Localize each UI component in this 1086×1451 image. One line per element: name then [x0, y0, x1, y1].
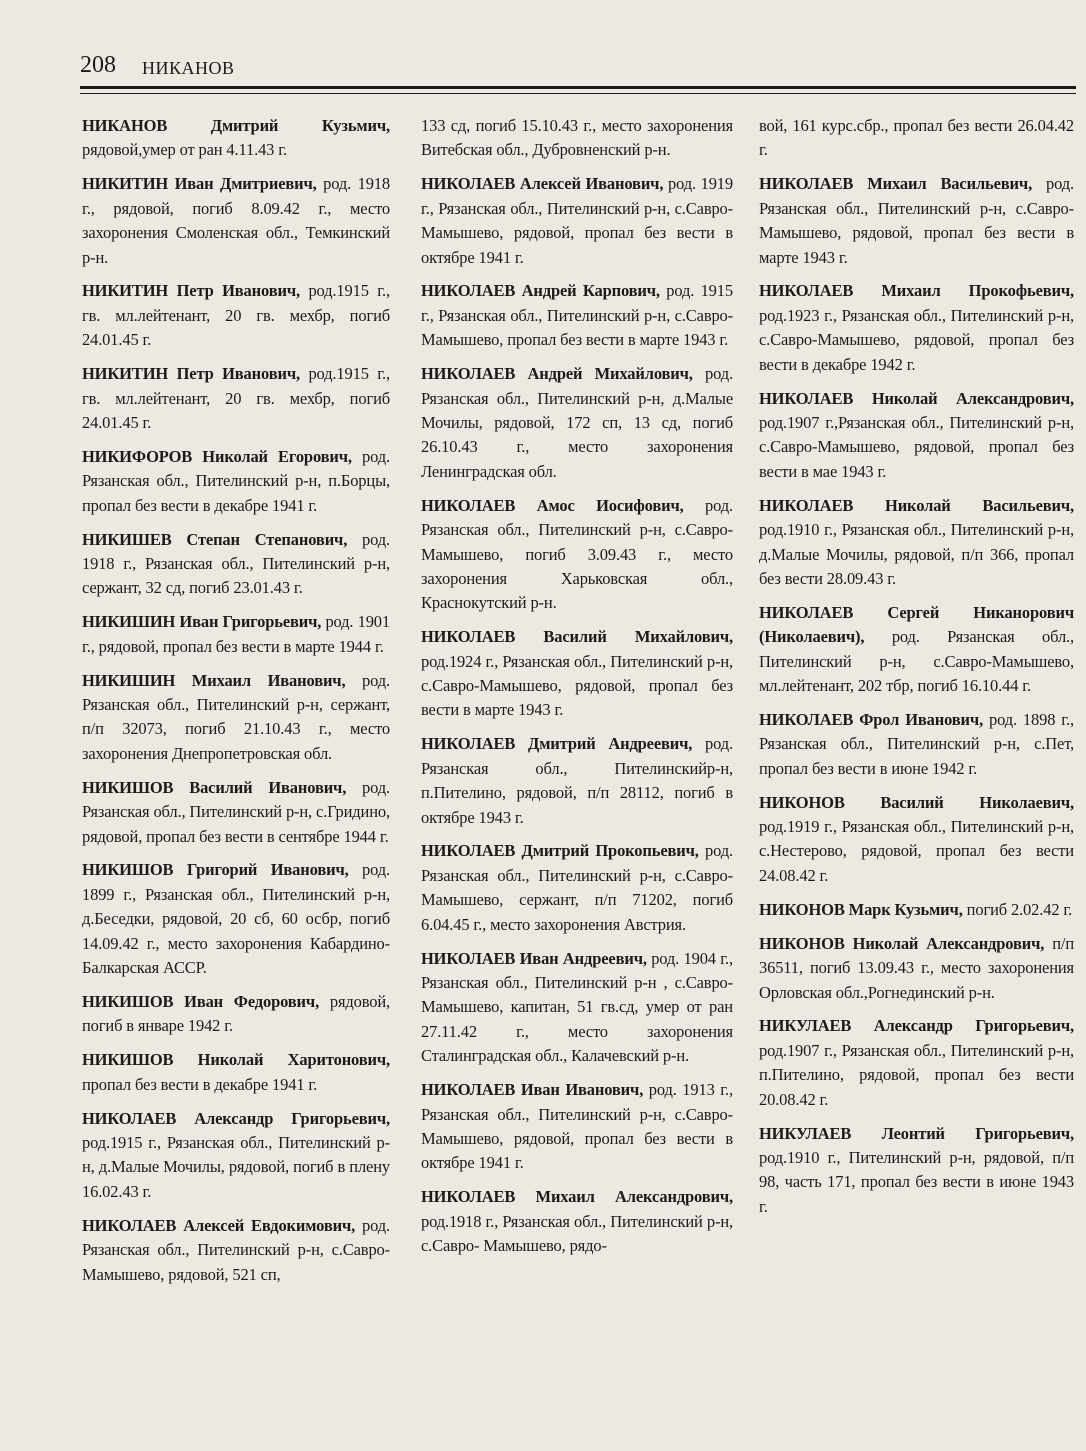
- list-item: [759, 1122, 1074, 1220]
- list-item: [759, 279, 1074, 377]
- column-1: [82, 114, 390, 1296]
- list-item: [82, 776, 390, 849]
- entry-name: НИКОЛАЕВ Андрей Михайлович,: [421, 364, 693, 384]
- column-3: [759, 114, 1074, 1229]
- entry-name: НИКОЛАЕВ Михаил Васильевич,: [759, 174, 1033, 194]
- entry-name: НИКОЛАЕВ Николай Александрович,: [759, 388, 1074, 408]
- entry-text: род.1907 г.,Рязанская обл., Пителинский р-н, с.Савро-Мамышево, рядовой, пропал без вести в мае 1943 г.: [759, 412, 1074, 481]
- entry-name: НИКОЛАЕВ Николай Васильевич,: [759, 495, 1074, 515]
- list-item: [759, 791, 1074, 889]
- entry-text: вой, 161 курс.сбр., пропал без вести 26.04.42 г.: [759, 116, 1074, 160]
- entry-text: род. Рязанская обл., Пителинский р-н, сержант, п/п 32073, погиб 21.10.43 г., место захоронения Днепропетровская обл.: [82, 670, 390, 763]
- list-item: [82, 669, 390, 767]
- list-item: [421, 114, 733, 163]
- entry-text: род. Рязанская обл., Пителинский р-н, с.Савро-Мамышево, погиб 3.09.43 г., место захоронения Харьковская обл., Краснокутский р-н.: [421, 495, 733, 613]
- entry-text: род. Рязанская обл., Пителинский р-н, д.Малые Мочилы, рядовой, 172 сп, 13 сд, погиб 26.10.43 г., место захоронения Ленинградская обл.: [421, 364, 733, 481]
- header-rule-thick: [80, 86, 1076, 89]
- entry-text: род.1918 г., Рязанская обл., Пителинский р-н, с.Савро- Мамышево, рядо-: [421, 1211, 733, 1256]
- entry-text: род. 1898 г., Рязанская обл., Пителинский р-н, с.Пет, пропал без вести в июне 1942 г.: [759, 709, 1074, 778]
- entry-name: НИКИШЕВ Степан Степанович,: [82, 529, 348, 549]
- entry-text: погиб 2.02.42 г.: [966, 899, 1073, 919]
- entry-text: род.1923 г., Рязанская обл., Пителинский р-н, с.Савро-Мамышево, рядовой, пропал без вести в декабре 1942 г.: [759, 305, 1074, 374]
- entry-text: род. Рязанская обл., Пителинский р-н, с.Савро-Мамышево, мл.лейтенант, 202 тбр, погиб 16.10.44 г.: [759, 627, 1075, 696]
- entry-text: род. 1901 г., рядовой, пропал без вести в марте 1944 г.: [82, 612, 390, 656]
- list-item: [82, 610, 390, 659]
- page-number: 208: [80, 52, 116, 78]
- entry-name: НИКОНОВ Николай Александрович,: [759, 933, 1045, 953]
- entry-text: род.1919 г., Рязанская обл., Пителинский р-н, с.Нестерово, рядовой, пропал без вести 24.08.42 г.: [759, 817, 1074, 885]
- entry-text: род. 1899 г., Рязанская обл., Пителинский р-н, д.Беседки, рядовой, 20 сб, 60 осбр, погиб 14.09.42 г., место захоронения Кабардино-Балкарская АССР.: [82, 860, 390, 978]
- list-item: [421, 172, 733, 270]
- list-item: [82, 172, 390, 270]
- entry-text: род.1915 г., гв. мл.лейтенант, 20 гв. мехбр, погиб 24.01.45 г.: [82, 364, 390, 432]
- entry-name: НИКОНОВ Марк Кузьмич,: [759, 899, 963, 919]
- entry-name: НИКОЛАЕВ Андрей Карпович,: [421, 281, 660, 301]
- entry-name: НИКИШОВ Николай Харитонович,: [82, 1050, 390, 1070]
- header-rule-thin: [80, 93, 1076, 94]
- column-2: [421, 114, 733, 1268]
- list-item: [82, 279, 390, 352]
- entry-name: НИКУЛАЕВ Александр Григорьевич,: [759, 1016, 1074, 1036]
- entry-name: НИКИШИН Иван Григорьевич,: [82, 612, 322, 632]
- entry-name: НИКИШОВ Иван Федорович,: [82, 992, 320, 1011]
- entry-name: НИКОЛАЕВ Иван Иванович,: [421, 1080, 644, 1100]
- entry-name: НИКОЛАЕВ Амос Иосифович,: [421, 495, 684, 515]
- entry-name: НИКОЛАЕВ Дмитрий Прокопьевич,: [421, 841, 699, 861]
- list-item: [82, 1107, 390, 1205]
- list-item: [82, 528, 390, 601]
- entry-text: род.1910 г., Рязанская обл., Пителинский р-н, д.Малые Мочилы, рядовой, п/п 366, пропал без вести 28.09.43 г.: [759, 520, 1074, 588]
- list-item: [759, 898, 1074, 922]
- list-item: [421, 839, 733, 937]
- entry-name: НИКИШОВ Григорий Иванович,: [82, 860, 349, 880]
- entry-text: род. Рязанская обл., Пителинский р-н, с.Савро-Мамышево, рядовой, пропал без вести в марте 1943 г.: [759, 174, 1074, 267]
- entry-text: рядовой,умер от ран 4.11.43 г.: [82, 140, 287, 160]
- entry-text: род. 1918 г., Рязанская обл., Пителинский р-н, сержант, 32 сд, погиб 23.01.43 г.: [82, 529, 390, 598]
- entry-name: НИКИФОРОВ Николай Егорович,: [82, 446, 352, 466]
- entry-text: род. Рязанская обл., Пителинскийр-н, п.Пителино, рядовой, п/п 28112, погиб в октябре 1943 г.: [421, 734, 733, 827]
- entry-name: НИКИТИН Иван Дмитриевич,: [82, 174, 317, 194]
- entry-text: род. 1919 г., Рязанская обл., Пителинский р-н, с.Савро-Мамышево, рядовой, пропал без вести в октябре 1941 г.: [421, 174, 733, 267]
- list-item: [759, 114, 1074, 163]
- entry-name: НИКОЛАЕВ Василий Михайлович,: [421, 627, 733, 647]
- entry-name: НИКОЛАЕВ Александр Григорьевич,: [82, 1108, 390, 1128]
- entry-text: род.1910 г., Пителинский р-н, рядовой, п/п 98, часть 171, пропал без вести в июне 1943 г.: [759, 1147, 1074, 1216]
- entry-text: род. Рязанская обл., Пителинский р-н, с.Савро-Мамышево, рядовой, 521 сп,: [82, 1215, 390, 1284]
- entry-name: НИКОЛАЕВ Иван Андреевич,: [421, 948, 647, 968]
- entry-name: НИКИТИН Петр Иванович,: [82, 364, 300, 384]
- list-item: [759, 172, 1074, 270]
- entry-name: НИКИТИН Петр Иванович,: [82, 281, 300, 301]
- list-item: [421, 279, 733, 352]
- list-item: [759, 494, 1074, 592]
- entry-name: НИКИШИН Михаил Иванович,: [82, 670, 346, 690]
- list-item: [82, 362, 390, 435]
- entry-text: род. Рязанская обл., Пителинский р-н, п.Борцы, пропал без вести в декабре 1941 г.: [82, 446, 390, 515]
- list-item: [421, 1185, 733, 1258]
- entry-text: род. 1913 г., Рязанская обл., Пителинский р-н, с.Савро-Мамышево, рядовой, пропал без вести в октябре 1941 г.: [421, 1080, 733, 1173]
- entry-name: НИКОНОВ Василий Николаевич,: [759, 792, 1074, 812]
- list-item: [759, 601, 1074, 699]
- entry-name: НИКУЛАЕВ Леонтий Григорьевич,: [759, 1123, 1074, 1143]
- list-item: [82, 1214, 390, 1287]
- list-item: [82, 990, 390, 1039]
- list-item: [759, 932, 1074, 1005]
- list-item: [421, 1078, 733, 1176]
- list-item: [759, 708, 1074, 781]
- entry-name: НИКОЛАЕВ Фрол Иванович,: [759, 709, 984, 729]
- entry-text: рядовой, погиб в январе 1942 г.: [82, 992, 391, 1036]
- entry-name: НИКОЛАЕВ Михаил Прокофьевич,: [759, 281, 1074, 301]
- entry-text: род. Рязанская обл., Пителинский р-н, с.Савро-Мамышево, сержант, п/п 71202, погиб 6.04.45 г., место захоронения Австрия.: [421, 841, 733, 934]
- entry-text: род. 1915 г., Рязанская обл., Пителинский р-н, с.Савро-Мамышево, пропал без вести в марте 1943 г.: [421, 281, 733, 350]
- list-item: [421, 625, 733, 723]
- page-header: [80, 52, 1080, 82]
- list-item: [759, 1014, 1074, 1112]
- list-item: [759, 387, 1074, 485]
- list-item: [82, 114, 390, 163]
- entry-text: 133 сд, погиб 15.10.43 г., место захоронения Витебская обл., Дубровненский р-н.: [421, 116, 733, 160]
- list-item: [82, 1048, 390, 1097]
- entry-text: род. 1918 г., рядовой, погиб 8.09.42 г., место захоронения Смоленская обл., Темкинский р-н.: [82, 174, 390, 267]
- entry-name: НИКОЛАЕВ Дмитрий Андреевич,: [421, 734, 693, 754]
- entry-text: род. Рязанская обл., Пителинский р-н, с.Гридино, рядовой, пропал без вести в сентябре 1944 г.: [82, 777, 390, 846]
- entry-text: род.1924 г., Рязанская обл., Пителинский р-н, с.Савро-Мамышево, рядовой, пропал без вести в марте 1943 г.: [421, 651, 733, 720]
- entry-text: род.1915 г., Рязанская обл., Пителинский р-н, д.Малые Мочилы, рядовой, погиб в плену 16.02.43 г.: [82, 1133, 390, 1201]
- entry-text: пропал без вести в декабре 1941 г.: [82, 1074, 318, 1094]
- running-head: НИКАНОВ: [142, 58, 235, 78]
- list-item: [421, 362, 733, 484]
- list-item: [421, 947, 733, 1069]
- list-item: [82, 858, 390, 980]
- entry-name: НИКИШОВ Василий Иванович,: [82, 777, 347, 797]
- entry-text: род.1915 г., гв. мл.лейтенант, 20 гв. мехбр, погиб 24.01.45 г.: [82, 281, 390, 350]
- entry-name: НИКОЛАЕВ Михаил Александрович,: [421, 1187, 733, 1207]
- entry-name: НИКОЛАЕВ Сергей Никанорович (Николаевич),: [759, 602, 1074, 647]
- entry-text: п/п 36511, погиб 13.09.43 г., место захоронения Орловская обл.,Рогнединский р-н.: [759, 933, 1074, 1002]
- entry-name: НИКОЛАЕВ Алексей Иванович,: [421, 174, 664, 194]
- entry-text: род. 1904 г., Рязанская обл., Пителинский р-н , с.Савро-Мамышево, капитан, 51 гв.сд, умер от ран 27.11.42 г., место захоронения Сталинградская обл., Калачевский р-н.: [421, 948, 733, 1066]
- list-item: [82, 445, 390, 518]
- entry-text: род.1907 г., Рязанская обл., Пителинский р-н, п.Пителино, рядовой, пропал без вести 20.08.42 г.: [759, 1040, 1074, 1109]
- entry-name: НИКОЛАЕВ Алексей Евдокимович,: [82, 1215, 356, 1235]
- entry-name: НИКАНОВ Дмитрий Кузьмич,: [82, 116, 390, 135]
- list-item: [421, 732, 733, 830]
- list-item: [421, 494, 733, 616]
